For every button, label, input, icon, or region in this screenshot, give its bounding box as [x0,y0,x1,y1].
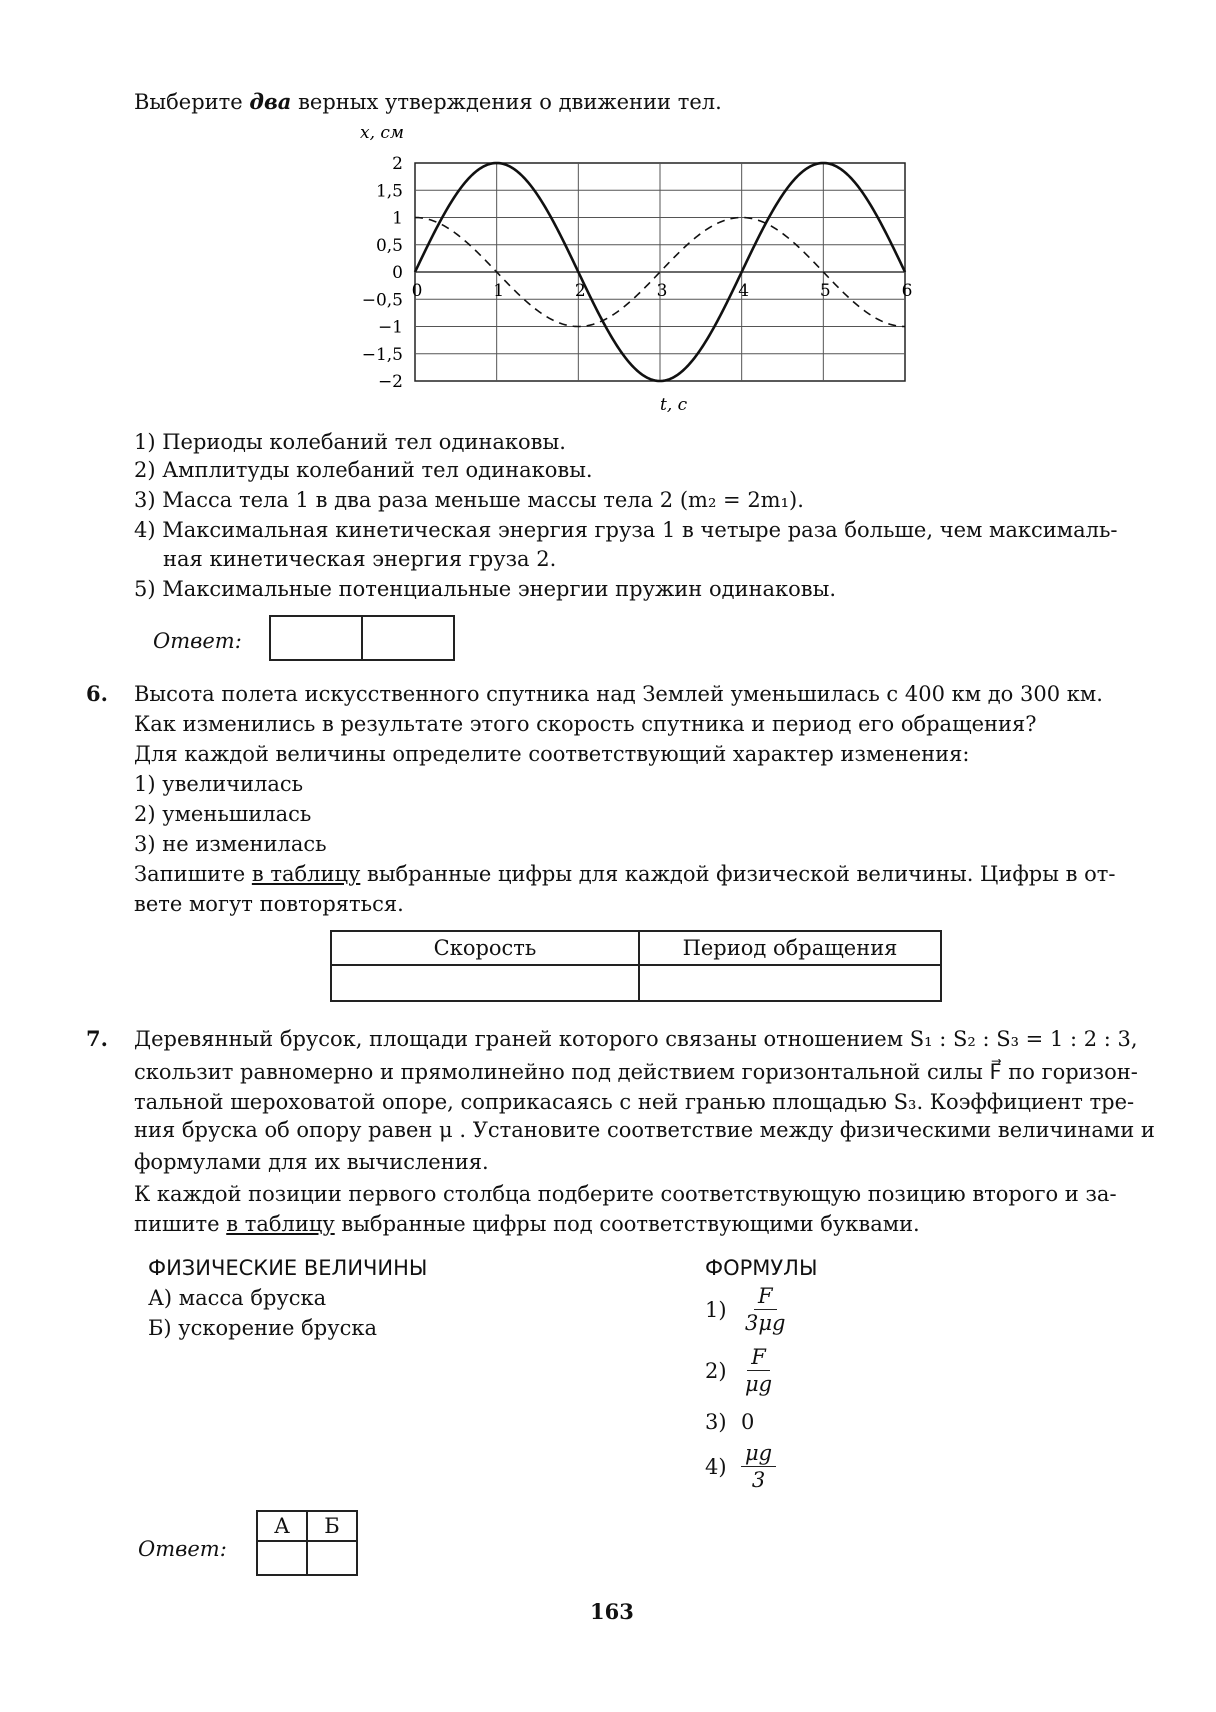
chart-xtick-label: 2 [574,281,586,301]
chart-xtick-label: 5 [819,281,831,301]
task6-answer-table [330,930,942,1002]
task5-option-2: 2) Амплитуды колебаний тел одинаковы. [134,458,593,482]
task6-header-period: Период обращения [639,931,941,965]
task6-line-3: Для каждой величины определите соответствующий характер изменения: [134,742,970,766]
task6-line-1: Высота полета искусственного спутника над Землей уменьшилась с 400 км до 300 км. [134,682,1103,706]
chart-xtick-label: 4 [738,281,750,301]
task6-instruction-cont: вете могут повторяться. [134,892,404,916]
task7-col2-title: ФОРМУЛЫ [705,1256,818,1280]
task5-answer-cell-2[interactable] [363,617,453,659]
task7-line-6: К каждой позиции первого столбца подберите соответствующую позицию второго и за- [134,1182,1117,1206]
task7-col1-title: ФИЗИЧЕСКИЕ ВЕЛИЧИНЫ [148,1256,428,1280]
task6-header-speed: Скорость [331,931,639,965]
task7-answer-cell-b[interactable] [307,1541,357,1575]
task7-answer-label: Ответ: [138,1537,227,1561]
chart-xtick-label: 1 [493,281,505,301]
task6-choice-3: 3) не изменилась [134,832,327,856]
task6-choice-2: 2) уменьшилась [134,802,312,826]
task5-option-3: 3) Масса тела 1 в два раза меньше массы тела 2 (m₂ = 2m₁). [134,488,804,512]
task5-option-1: 1) Периоды колебаний тел одинаковы. [134,430,566,454]
chart-ytick-label: −1 [377,317,403,338]
chart-ytick-label: 1,5 [375,181,403,202]
task7-quantity-a: А) масса бруска [148,1286,327,1310]
chart-ticks [362,154,913,392]
chart-ytick-label: −2 [377,372,403,392]
task6-answer-period[interactable] [639,965,941,1001]
task6-answer-speed[interactable] [331,965,639,1001]
task7-line-5: формулами для их вычисления. [134,1150,489,1174]
task7-number: 7. [86,1026,108,1051]
chart-ytick-label: −0,5 [361,290,403,311]
chart-ytick-label: 0 [392,263,403,283]
task5-prompt: Выберите два верных утверждения о движении тел. [134,89,722,114]
task5-answer-box[interactable] [269,615,455,661]
chart-ylabel: x, см [360,123,405,143]
task5-option-5: 5) Максимальные потенциальные энергии пружин одинаковы. [134,577,837,601]
task7-line-2: скользит равномерно и прямолинейно под действием горизонтальной силы F⃗ по горизон- [134,1060,1138,1084]
page-number: 163 [590,1599,634,1624]
chart-grid [415,163,905,381]
task7-formula-4: 4) $\frac{\mu g}{3}$ [705,1440,776,1493]
task5-option-4-cont: ная кинетическая энергия груза 2. [163,547,557,571]
chart-ytick-label: −1,5 [361,344,403,365]
task7-line-3: тальной шероховатой опоре, соприкасаясь с ней гранью площадью S₃. Коэффициент тре- [134,1090,1135,1114]
task7-line-1: Деревянный брусок, площади граней которого связаны отношением S₁ : S₂ : S₃ = 1 : 2 : 3, [134,1027,1138,1051]
task7-line-4: ния бруска об опору равен μ . Установите соответствие между физическими величинами и [134,1118,1155,1142]
chart-ytick-label: 2 [392,154,403,174]
task7-answer-header-a: А [257,1511,307,1541]
task6-line-2: Как изменились в результате этого скорость спутника и период его обращения? [134,712,1037,736]
task5-answer-cell-1[interactable] [271,617,363,659]
task7-quantity-b: Б) ускорение бруска [148,1316,378,1340]
chart-xlabel: t, с [660,395,688,415]
task7-answer-header-b: Б [307,1511,357,1541]
task5-answer-label: Ответ: [153,629,242,653]
task6-number: 6. [86,681,108,706]
task7-formula-3: 3) 0 [705,1410,755,1434]
task7-formula-2: 2) $\frac{F}{\mu g}$ [705,1345,773,1396]
task5-option-4: 4) Максимальная кинетическая энергия груза 1 в четыре раза больше, чем максималь- [134,518,1118,542]
oscillation-chart [320,118,940,418]
task6-instruction: Запишите в таблицу выбранные цифры для каждой физической величины. Цифры в от- [134,862,1116,886]
task7-formula-1: 1) $\frac{F}{3\mu g}$ [705,1284,786,1335]
chart-xtick-label: 3 [656,281,668,301]
task7-instruction: пишите в таблицу выбранные цифры под соответствующими буквами. [134,1212,920,1236]
chart-ytick-label: 0,5 [375,235,403,256]
chart-ytick-label: 1 [392,208,403,229]
task6-choice-1: 1) увеличилась [134,772,304,796]
task7-answer-cell-a[interactable] [257,1541,307,1575]
chart-xtick-label: 0 [411,281,423,301]
chart-xtick-label: 6 [901,281,913,301]
task7-answer-table [256,1510,358,1576]
